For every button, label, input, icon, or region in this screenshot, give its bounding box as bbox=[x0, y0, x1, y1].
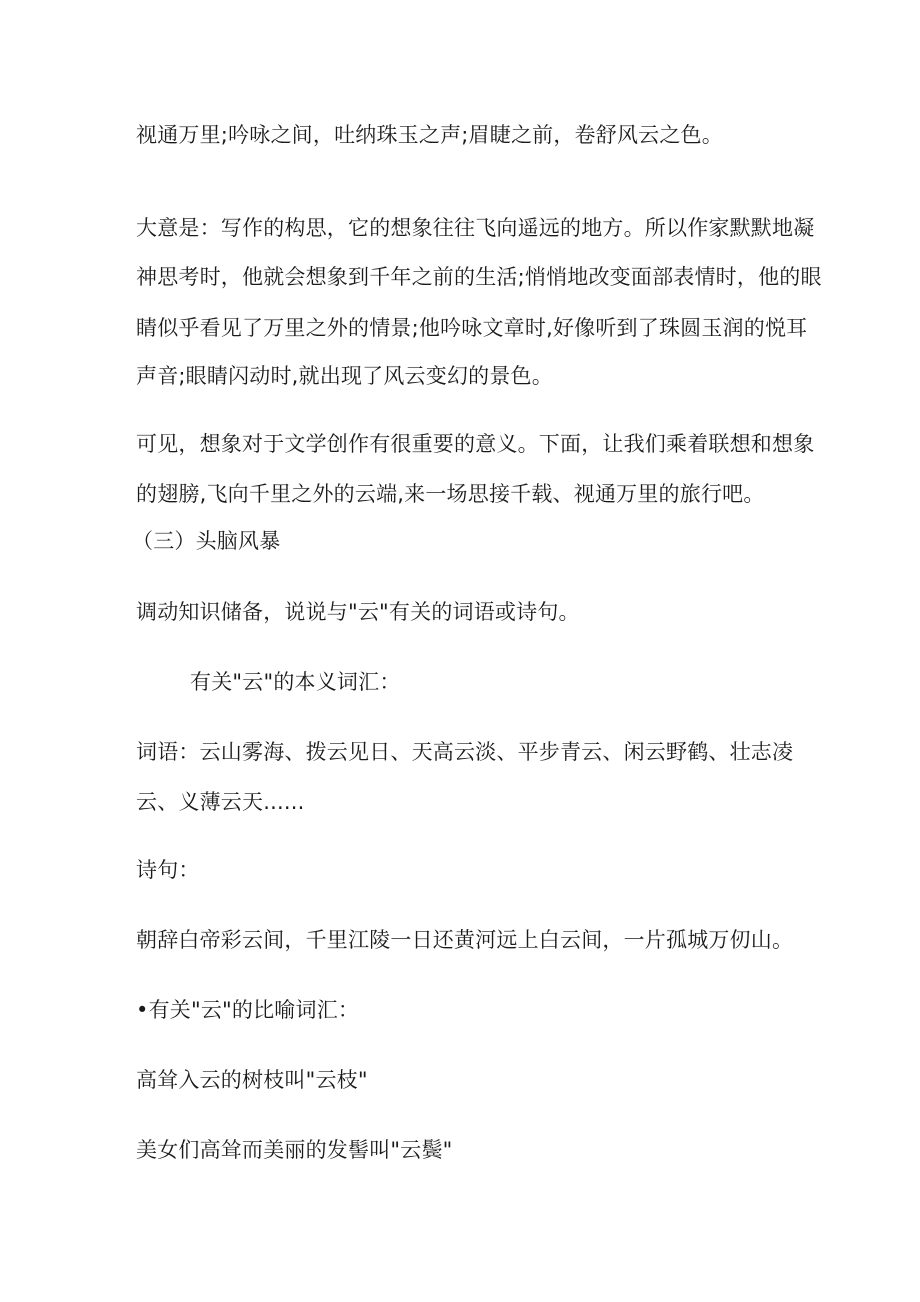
paragraph-line-1: 视通万里;吟咏之间，吐纳珠玉之声;眉睫之前，卷舒风云之色。 bbox=[136, 123, 723, 147]
poems-label: 诗句： bbox=[136, 858, 200, 882]
metaphor-line-2: 美女们高耸而美丽的发髻叫"云鬓" bbox=[136, 1138, 453, 1162]
paragraph-line-6: 可见，想象对于文学创作有很重要的意义。下面，让我们乘着联想和想象 bbox=[136, 432, 815, 456]
metaphor-line-1: 高耸入云的树枝叫"云枝" bbox=[136, 1068, 368, 1092]
words-line-1: 词语：云山雾海、拨云见日、天高云淡、平步青云、闲云野鹤、壮志凌 bbox=[136, 740, 794, 764]
section-heading: （三）头脑风暴 bbox=[132, 529, 281, 553]
paragraph-line-2: 大意是：写作的构思，它的想象往往飞向遥远的地方。所以作家默默地凝 bbox=[136, 216, 815, 240]
paragraph-line-8: 调动知识储备，说说与"云"有关的词语或诗句。 bbox=[136, 600, 580, 624]
paragraph-line-5: 声音;眼睛闪动时,就出现了风云变幻的景色。 bbox=[136, 364, 553, 388]
words-line-2: 云、义薄云天...... bbox=[136, 790, 305, 814]
paragraph-line-4: 睛似乎看见了万里之外的情景;他吟咏文章时,好像听到了珠圆玉润的悦耳 bbox=[136, 316, 808, 340]
poems-line: 朝辞白帝彩云间，千里江陵一日还黄河远上白云间，一片孤城万仞山。 bbox=[136, 928, 794, 952]
paragraph-line-7: 的翅膀,飞向千里之外的云端,来一场思接千载、视通万里的旅行吧。 bbox=[136, 482, 765, 506]
paragraph-line-3: 神思考时，他就会想象到千年之前的生活;悄悄地改变面部表情时，他的眼 bbox=[136, 265, 822, 289]
subheading-literal-words: 有关"云"的本义词汇： bbox=[190, 670, 401, 694]
subheading-metaphor-words: •有关"云"的比喻词汇： bbox=[136, 998, 360, 1022]
